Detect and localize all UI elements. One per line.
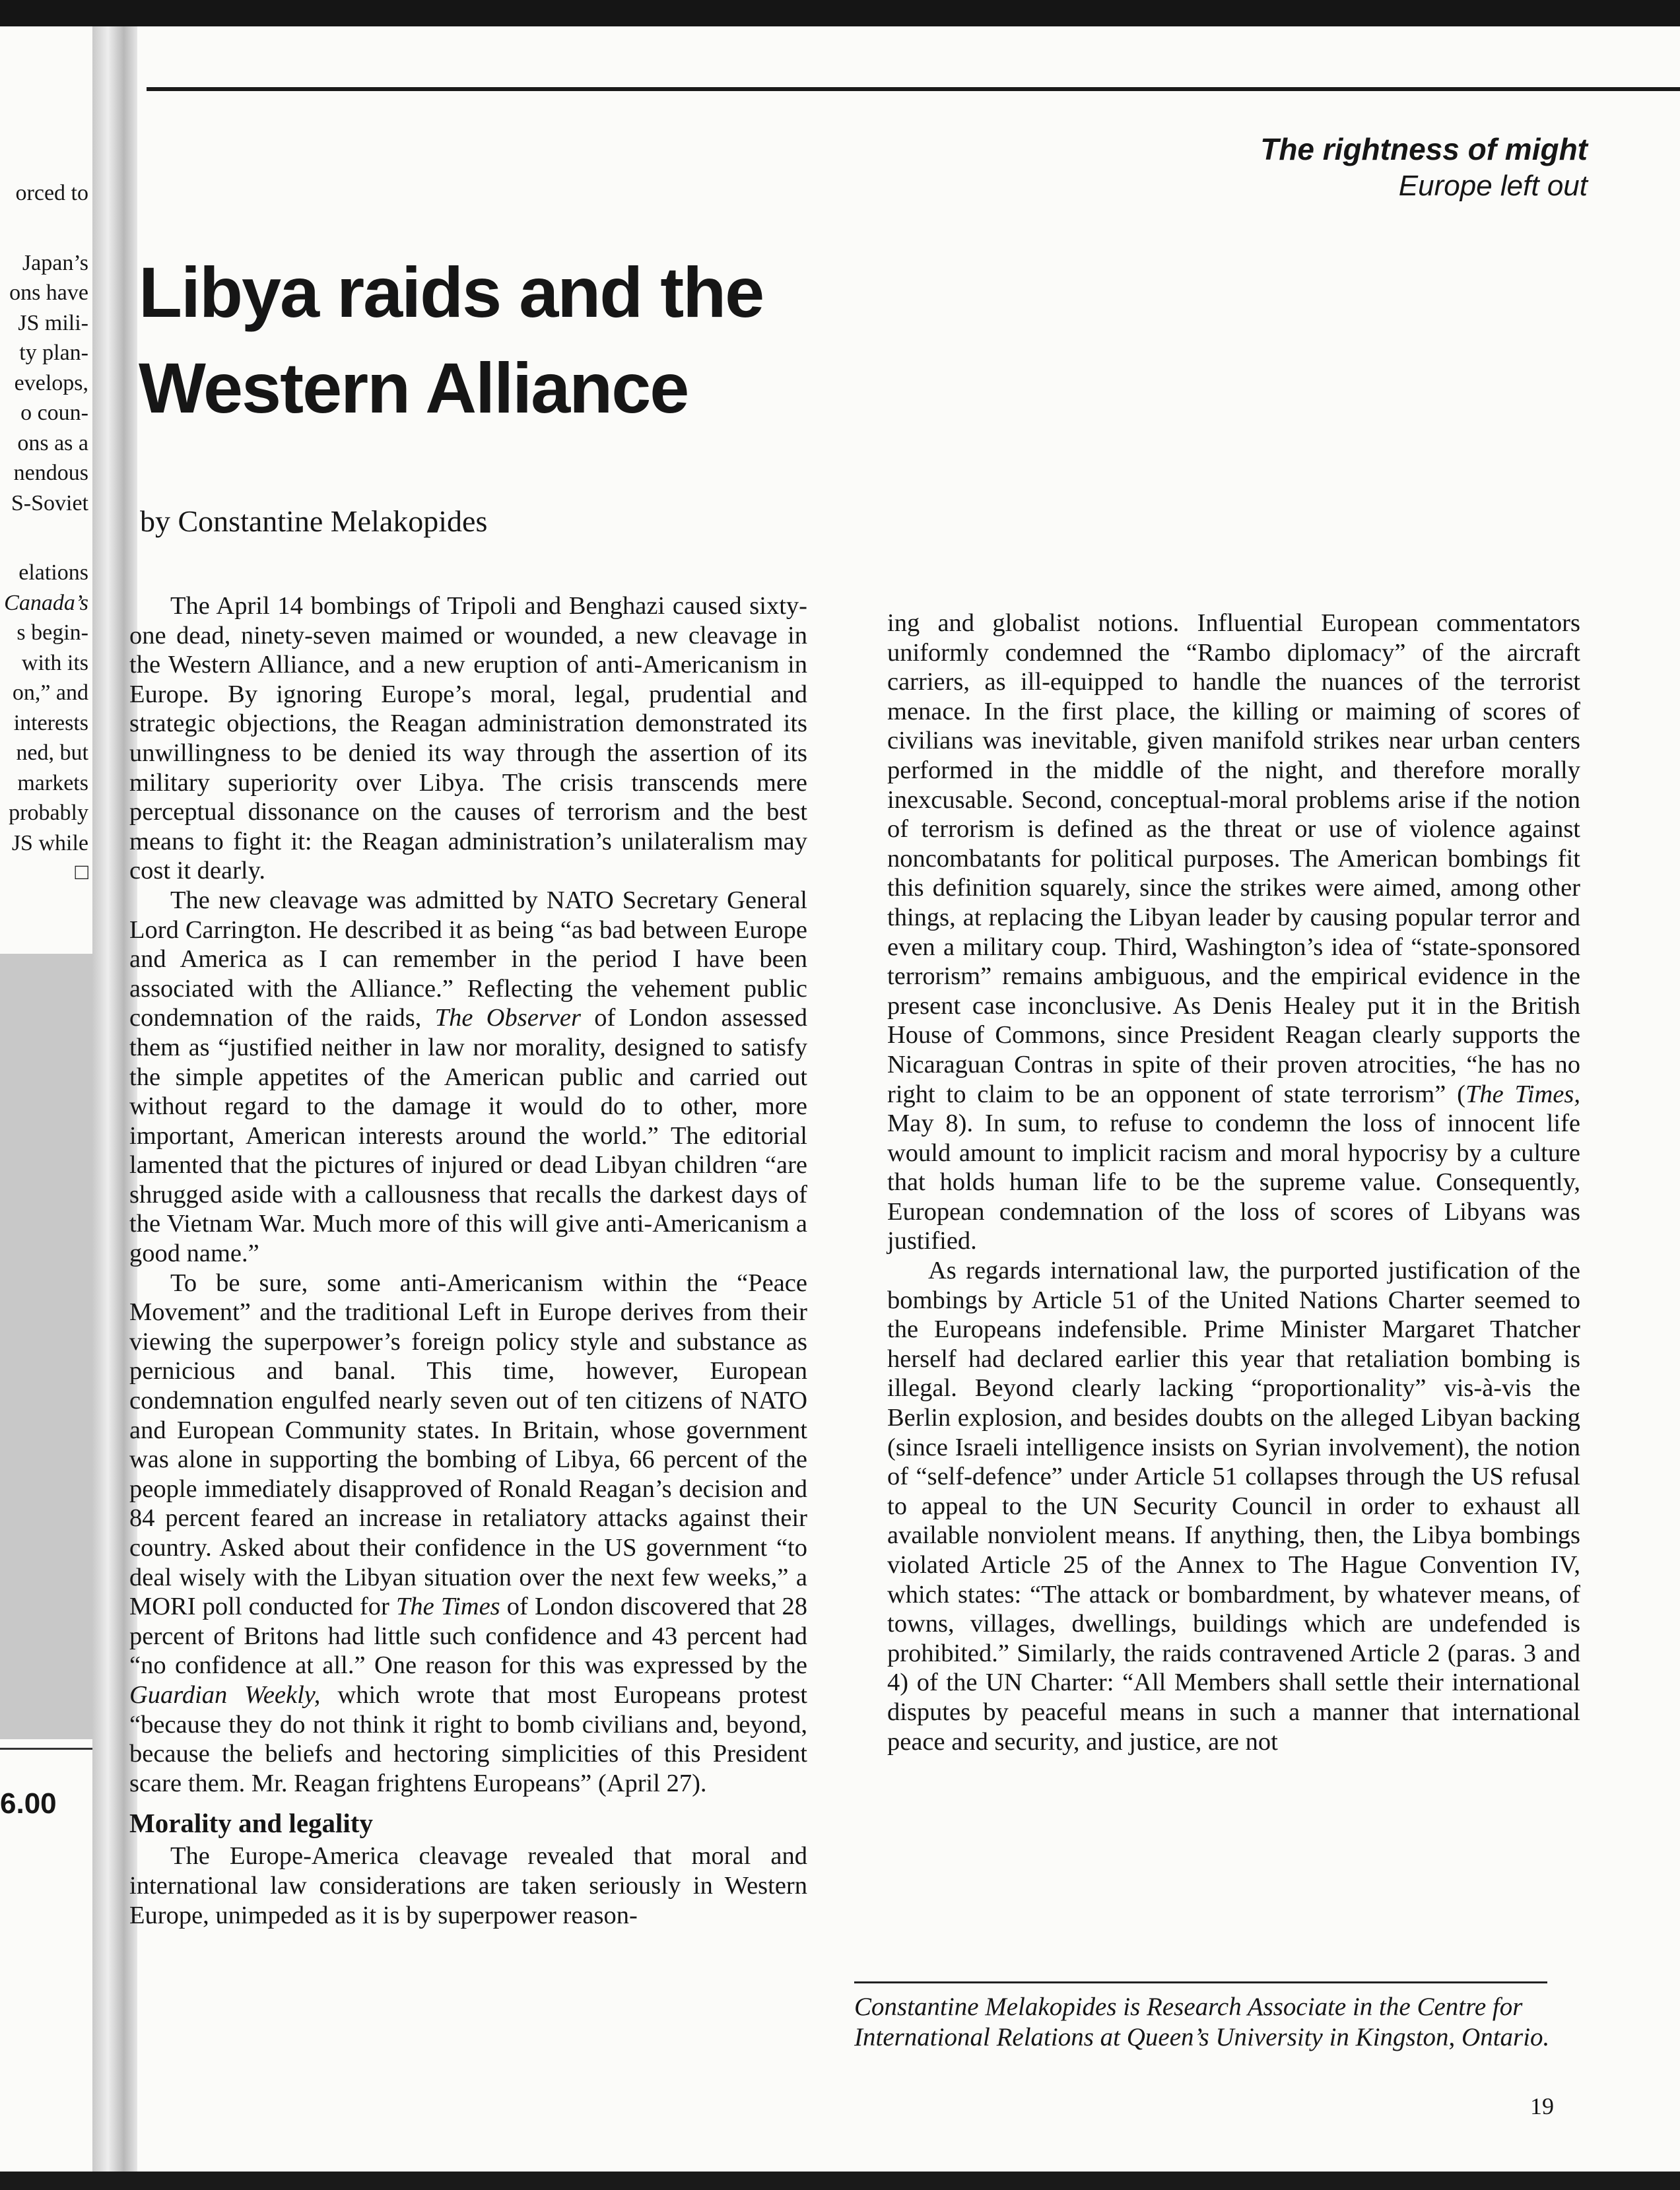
- paragraph: The Europe-America cleavage revealed that moral and international law considerations are taken seriously in Western Europe, unimpeded as it is by superpower reason-: [129, 1842, 807, 1929]
- facing-line: markets: [17, 770, 88, 795]
- paragraph: The new cleavage was admitted by NATO Secretary General Lord Carrington. He described it as being “as bad between Europe and America as I can remember in the period I have been associated with the Alliance.” Reflecting the vehement public condemnation of the raids, The Observer of London assessed them as “justified neither in law nor morality, designed to satisfy the simple appetites of the American public and carried out without regard to the damage it would do to other, more important, American interests around the world.” The editorial lamented that the pictures of injured or dead Libyan children “are shrugged aside with a callousness that recalls the darkest days of the Vietnam War. Much more of this will give anti-Americanism a good name.”: [129, 886, 807, 1268]
- section-subtitle: Europe left out: [1398, 170, 1588, 202]
- facing-line: s begin-: [17, 620, 88, 645]
- facing-line: JS mili-: [18, 310, 88, 335]
- facing-line: o coun-: [20, 401, 88, 425]
- facing-line: ned, but: [16, 741, 88, 765]
- paragraph: The April 14 bombings of Tripoli and Benghazi caused sixty-one dead, ninety-seven maimed or wounded, a new cleavage in the Western Alliance, and a new eruption of anti-Americanism in Europe. By ignoring Europe’s moral, legal, prudential and strategic objections, the Reagan administration demonstrated its unwillingness to be denied its way through the assertion of its military superiority over Libya. The crisis transcends mere perceptual dissonance on the causes of terrorism and the best means to fight it: the Reagan administration’s unilateralism may cost it dearly.: [129, 592, 807, 885]
- author-footnote: Constantine Melakopides is Research Associate in the Centre for International Relations at Queen’s University in Kingston, Ontario.: [854, 1993, 1550, 2051]
- facing-line: evelops,: [14, 370, 88, 395]
- byline: by Constantine Melakopides: [140, 504, 488, 538]
- facing-line: probably: [9, 801, 88, 825]
- end-mark-icon: □: [75, 860, 88, 884]
- headline-line-2: Western Alliance: [139, 348, 689, 428]
- facing-page-shaded-box: [0, 954, 92, 1739]
- facing-line: orced to: [15, 181, 88, 205]
- facing-line: ty plan-: [19, 341, 88, 365]
- facing-line: Japan’s: [22, 250, 88, 275]
- headline: [139, 244, 931, 436]
- footnote-rule: [854, 1981, 1547, 1983]
- scan-border-top: [0, 0, 1680, 26]
- article-column-left: [129, 591, 807, 1930]
- section-title: The rightness of might: [1260, 132, 1588, 166]
- top-rule: [147, 87, 1680, 91]
- facing-line: elations: [18, 560, 88, 585]
- subheading: Morality and legality: [129, 1808, 373, 1839]
- facing-page-rule: [0, 1748, 92, 1750]
- facing-line: ons have: [9, 281, 88, 305]
- paragraph: To be sure, some anti-Americanism within the “Peace Movement” and the traditional Left in Europe derives from their viewing the superpower’s foreign policy style and substance as pernicious and banal. This time, however, European condemnation engulfed nearly seven out of ten citizens of NATO and European Community states. In Britain, whose government was alone in supporting the bombing of Libya, 66 percent of the people immediately disapproved of Ronald Reagan’s decision and 84 percent feared an increase in retaliatory attacks against their country. Asked about their confidence in the US government “to deal wisely with the Libyan situation over the next few weeks,” a MORI poll conducted for The Times of London discovered that 28 percent of Britons had little such confidence and 43 percent had “no confidence at all.” One reason for this was expressed by the Guardian Weekly, which wrote that most Europeans protest “because they do not think it right to bomb civilians and, beyond, because the beliefs and hectoring simplicities of this President scare them. Mr. Reagan frightens Europeans” (April 27).: [129, 1269, 808, 1797]
- article-column-right: [887, 609, 1580, 1756]
- page-number: 19: [1530, 2093, 1554, 2119]
- headline-line-1: Libya raids and the: [139, 252, 764, 332]
- facing-line: S-Soviet: [11, 490, 88, 515]
- facing-line: Canada’s: [4, 590, 88, 615]
- scan-border-bottom: [0, 2172, 1680, 2190]
- facing-line: on,” and: [12, 680, 88, 705]
- facing-line: nendous: [13, 461, 88, 485]
- paragraph: As regards international law, the purported justification of the bombings by Article 51 of the United Nations Charter seemed to the Europeans indefensible. Prime Minister Margaret Thatcher herself had declared earlier this year that retaliation bombing is illegal. Beyond clearly lacking “proportionality” vis-à-vis the Berlin explosion, and besides doubts on the alleged Libyan backing (since Israeli intelligence insists on Syrian involvement), the notion of “self-defence” under Article 51 collapses through the US refusal to appeal to the UN Security Council in order to exhaust all available nonviolent means. If anything, then, the Libya bombings violated Article 25 of the Annex to The Hague Convention IV, which states: “The attack or bombardment, by whatever means, of towns, villages, dwellings, buildings which are undefended is prohibited.” Similarly, the raids contravened Article 2 (paras. 3 and 4) of the UN Charter: “All Members shall settle their international disputes by peaceful means in such a manner that international peace and security, and justice, are not: [887, 1257, 1580, 1756]
- facing-line: ons as a: [17, 430, 88, 455]
- facing-price: 6.00: [0, 1787, 57, 1820]
- facing-line: with its: [21, 650, 88, 675]
- facing-line: JS while: [11, 830, 88, 855]
- facing-line: interests: [13, 710, 88, 735]
- facing-page-text: [0, 178, 88, 886]
- paragraph: ing and globalist notions. Influential European commentators uniformly condemned the “Rambo diplomacy” of the aircraft carriers, as ill-equipped to handle the nuances of the terrorist menace. In the first place, the killing or maiming of scores of civilians was inevitable, given manifold strikes near urban centers performed in the middle of the night, and therefore morally inexcusable. Second, conceptual-moral problems arise if the notion of terrorism is defined as the threat or use of violence against noncombatants for political purposes. The American bombings fit this definition squarely, since the strikes were aimed, among other things, at replacing the Libyan leader by causing popular terror and even a military coup. Third, Washington’s idea of “state-sponsored terrorism” remains ambiguous, and the empirical evidence in the present case inconclusive. As Denis Healey put it in the British House of Commons, since President Reagan clearly supports the Nicaraguan Contras in spite of their proven atrocities, “he has no right to claim to be an opponent of state terrorism” (The Times, May 8). In sum, to refuse to condemn the loss of innocent life would amount to implicit racism and moral hypocrisy by a culture that holds human life to be the supreme value. Consequently, European condemnation of the loss of scores of Libyans was justified.: [887, 609, 1580, 1255]
